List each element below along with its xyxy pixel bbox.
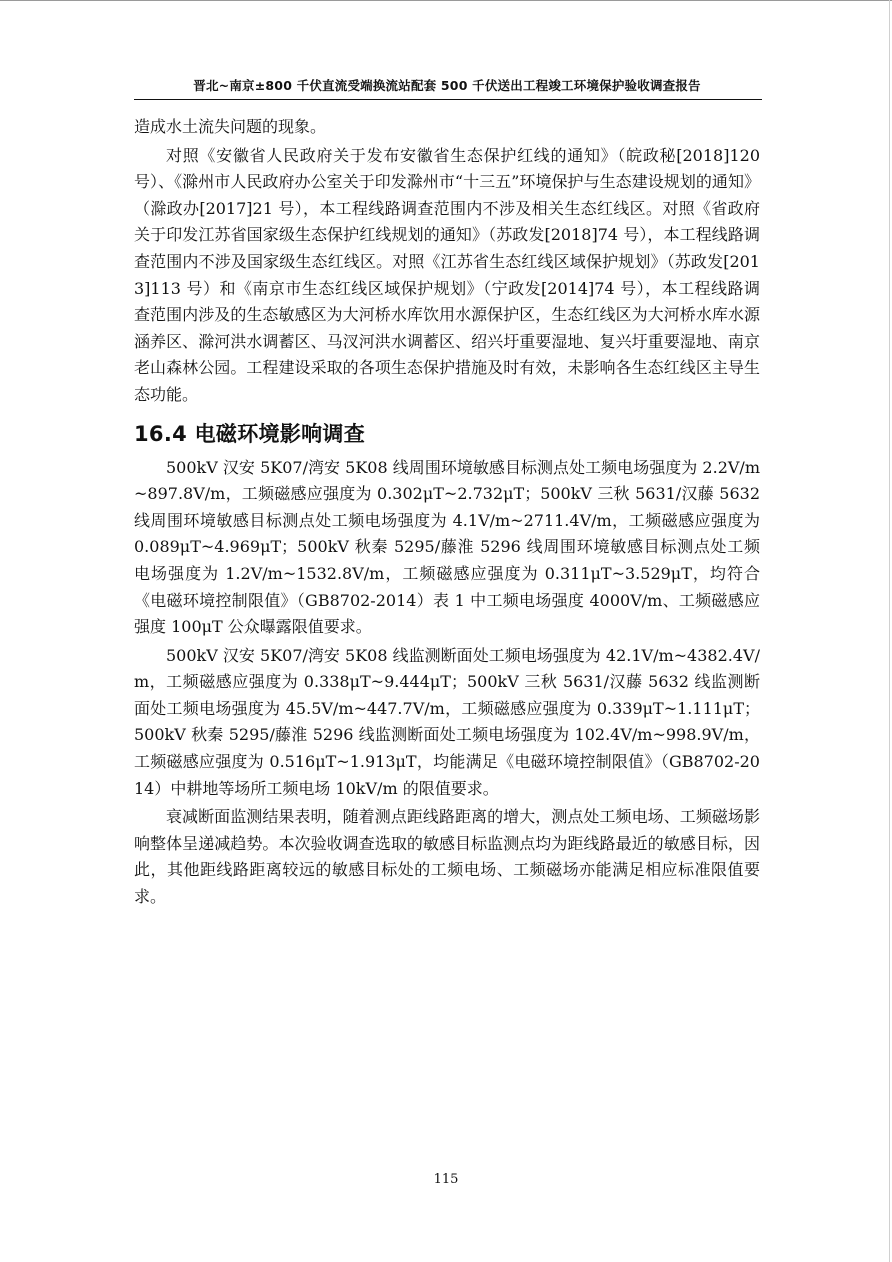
page-top-edge xyxy=(0,0,892,1)
page-body xyxy=(134,114,760,911)
paragraph-continuation: 造成水土流失问题的现象。 xyxy=(134,117,327,136)
page-right-edge xyxy=(889,0,890,1262)
section-heading: 16.4 电磁环境影响调查 xyxy=(134,421,366,446)
paragraph-monitoring-sections: 500kV 汉安 5K07/湾安 5K08 线监测断面处工频电场强度为 42.1V/m~4382.4V/m，工频磁感应强度为 0.338μT~9.444μT；500kV 三秋 5631/汉藤 5632 线监测断面处工频电场强度为 45.5V/m~447.7V/m，工频磁感应强度为 0.339μT~1.111μT；500kV 秋秦 5295/藤淮 5296 线监测断面处工频电场强度为 102.4V/m~998.9V/m，工频磁感应强度为 0.516μT~1.913μT，均能满足《电磁环境控制限值》（GB8702-2014）中耕地等场所工频电场 10kV/m 的限值要求。 xyxy=(134,645,760,798)
running-header: 晋北~南京±800 千伏直流受端换流站配套 500 千伏送出工程竣工环境保护验收调查报告 xyxy=(193,78,701,93)
paragraph-sensitive-targets: 500kV 汉安 5K07/湾安 5K08 线周围环境敏感目标测点处工频电场强度为 2.2V/m~897.8V/m，工频磁感应强度为 0.302μT~2.732μT；500kV 三秋 5631/汉藤 5632 线周围环境敏感目标测点处工频电场强度为 4.1V/m~2711.4V/m，工频磁感应强度为 0.089μT~4.969μT；500kV 秋秦 5295/藤淮 5296 线周围环境敏感目标测点处工频电场强度为 1.2V/m~1532.8V/m，工频磁感应强度为 0.311μT~3.529μT，均符合《电磁环境控制限值》（GB8702-2014）表 1 中工频电场强度 4000V/m、工频磁感应强度 100μT 公众曝露限值要求。 xyxy=(134,457,760,637)
paragraph-attenuation: 衰减断面监测结果表明，随着测点距线路距离的增大，测点处工频电场、工频磁场影响整体呈递减趋势。本次验收调查选取的敏感目标监测点均为距线路最近的敏感目标，因此，其他距线路距离较远的敏感目标处的工频电场、工频磁场亦能满足相应标准限值要求。 xyxy=(134,807,760,907)
page-number: 115 xyxy=(433,1172,459,1187)
header-rule xyxy=(134,99,762,100)
paragraph-ecological-redline: 对照《安徽省人民政府关于发布安徽省生态保护红线的通知》（皖政秘[2018]120 号）、《滁州市人民政府办公室关于印发滁州市“十三五”环境保护与生态建设规划的通知》（滁政办[2017]21 号），本工程线路调查范围内不涉及相关生态红线区。对照《省政府关于印发江苏省国家级生态保护红线规划的通知》（苏政发[2018]74 号），本工程线路调查范围内不涉及国家级生态红线区。对照《江苏省生态红线区域保护规划》（苏政发[2013]113 号）和《南京市生态红线区域保护规划》（宁政发[2014]74 号），本工程线路调查范围内涉及的生态敏感区为大河桥水库饮用水源保护区，生态红线区为大河桥水库水源涵养区、滁河洪水调蓄区、马汊河洪水调蓄区、绍兴圩重要湿地、复兴圩重要湿地、南京老山森林公园。工程建设采取的各项生态保护措施及时有效，未影响各生态红线区主导生态功能。 xyxy=(134,145,760,404)
